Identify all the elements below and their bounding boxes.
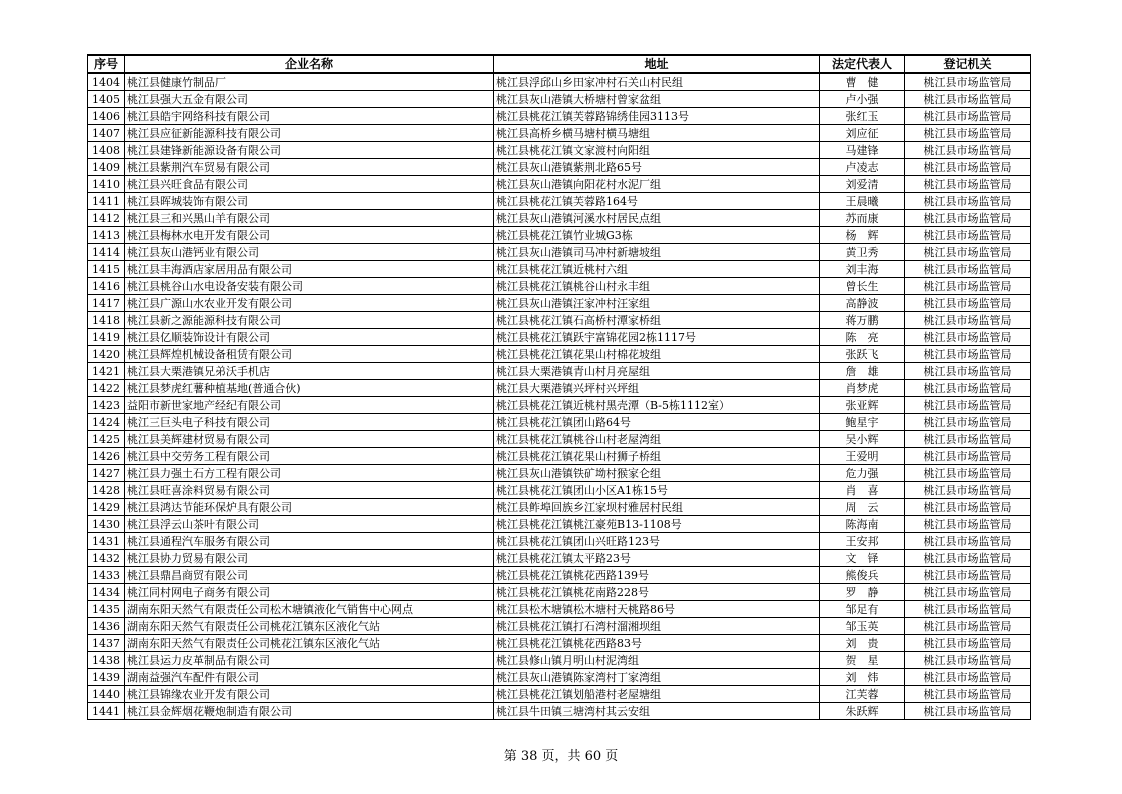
table-row: [88, 618, 1031, 635]
company-name-cell: 桃江县三和兴黑山羊有限公司: [125, 210, 494, 227]
address-cell: 桃江县桃花江镇团山小区A1栋15号: [494, 482, 820, 499]
registration-authority-cell: 桃江县市场监管局: [905, 533, 1031, 550]
legal-representative-cell: 陈 亮: [820, 329, 905, 346]
registry-sheet: [87, 54, 1030, 720]
address-cell: 桃江县高桥乡横马塘村横马塘组: [494, 125, 820, 142]
legal-representative-cell: 刘丰海: [820, 261, 905, 278]
registration-authority-cell: 桃江县市场监管局: [905, 652, 1031, 669]
table-row: [88, 499, 1031, 516]
legal-representative-cell: 朱跃辉: [820, 703, 905, 720]
table-row: [88, 601, 1031, 618]
legal-representative-cell: 邹足有: [820, 601, 905, 618]
serial-no-cell: 1421: [88, 363, 125, 380]
registration-authority-cell: 桃江县市场监管局: [905, 499, 1031, 516]
table-row: [88, 278, 1031, 295]
serial-no-cell: 1418: [88, 312, 125, 329]
legal-representative-cell: 刘应征: [820, 125, 905, 142]
address-cell: 桃江县桃花江镇桃江豪苑B13-1108号: [494, 516, 820, 533]
registration-authority-cell: 桃江县市场监管局: [905, 618, 1031, 635]
company-name-cell: 桃江县强大五金有限公司: [125, 91, 494, 108]
table-row: [88, 193, 1031, 210]
legal-representative-cell: 危力强: [820, 465, 905, 482]
company-name-cell: 湖南益强汽车配件有限公司: [125, 669, 494, 686]
registration-authority-cell: 桃江县市场监管局: [905, 567, 1031, 584]
company-name-cell: 桃江县通程汽车服务有限公司: [125, 533, 494, 550]
serial-no-cell: 1422: [88, 380, 125, 397]
address-cell: 桃江县大栗港镇青山村月亮屋组: [494, 363, 820, 380]
registration-authority-cell: 桃江县市场监管局: [905, 312, 1031, 329]
address-cell: 桃江县桃花江镇团山兴旺路123号: [494, 533, 820, 550]
registration-authority-cell: 桃江县市场监管局: [905, 125, 1031, 142]
legal-representative-cell: 刘 贵: [820, 635, 905, 652]
registration-authority-cell: 桃江县市场监管局: [905, 448, 1031, 465]
header-company-name: 企业名称: [125, 55, 494, 73]
registration-authority-cell: 桃江县市场监管局: [905, 703, 1031, 720]
company-name-cell: 桃江县亿顺装饰设计有限公司: [125, 329, 494, 346]
serial-no-cell: 1405: [88, 91, 125, 108]
address-cell: 桃江县桃花江镇花果山村棉花坡组: [494, 346, 820, 363]
serial-no-cell: 1413: [88, 227, 125, 244]
company-name-cell: 桃江县灰山港钙业有限公司: [125, 244, 494, 261]
table-row: [88, 142, 1031, 159]
table-row: [88, 584, 1031, 601]
serial-no-cell: 1434: [88, 584, 125, 601]
serial-no-cell: 1436: [88, 618, 125, 635]
legal-representative-cell: 肖 喜: [820, 482, 905, 499]
legal-representative-cell: 肖梦虎: [820, 380, 905, 397]
table-row: [88, 125, 1031, 142]
address-cell: 桃江县桃花江镇桃谷山村永丰组: [494, 278, 820, 295]
table-row: [88, 329, 1031, 346]
company-name-cell: 桃江县梅林水电开发有限公司: [125, 227, 494, 244]
registration-authority-cell: 桃江县市场监管局: [905, 176, 1031, 193]
address-cell: 桃江县桃花江镇近桃村黑壳潭（B-5栋1112室）: [494, 397, 820, 414]
address-cell: 桃江县大栗港镇兴坪村兴坪组: [494, 380, 820, 397]
company-name-cell: 桃江县鸿达节能环保炉具有限公司: [125, 499, 494, 516]
address-cell: 桃江县灰山港镇汪家冲村汪家组: [494, 295, 820, 312]
serial-no-cell: 1415: [88, 261, 125, 278]
address-cell: 桃江县修山镇月明山村泥湾组: [494, 652, 820, 669]
company-name-cell: 桃江县辉煌机械设备租赁有限公司: [125, 346, 494, 363]
table-row: [88, 686, 1031, 703]
registration-authority-cell: 桃江县市场监管局: [905, 686, 1031, 703]
registration-authority-cell: 桃江县市场监管局: [905, 295, 1031, 312]
address-cell: 桃江县浮邱山乡田家冲村石关山村民组: [494, 73, 820, 91]
table-row: [88, 652, 1031, 669]
legal-representative-cell: 王晨曦: [820, 193, 905, 210]
address-cell: 桃江县桃花江镇桃花南路228号: [494, 584, 820, 601]
registration-authority-cell: 桃江县市场监管局: [905, 601, 1031, 618]
serial-no-cell: 1425: [88, 431, 125, 448]
address-cell: 桃江县桃花江镇划船港村老屋塘组: [494, 686, 820, 703]
address-cell: 桃江县桃花江镇文家渡村向阳组: [494, 142, 820, 159]
registration-authority-cell: 桃江县市场监管局: [905, 108, 1031, 125]
address-cell: 桃江县桃花江镇桃花西路139号: [494, 567, 820, 584]
company-name-cell: 桃江县运力皮革制品有限公司: [125, 652, 494, 669]
header-address: 地址: [494, 55, 820, 73]
company-name-cell: 桃江县浮云山茶叶有限公司: [125, 516, 494, 533]
address-cell: 桃江县牛田镇三塘湾村其云安组: [494, 703, 820, 720]
legal-representative-cell: 江芙蓉: [820, 686, 905, 703]
company-name-cell: 湖南东阳天然气有限责任公司桃花江镇东区液化气站: [125, 635, 494, 652]
legal-representative-cell: 张红玉: [820, 108, 905, 125]
company-name-cell: 桃江县旺喜涂料贸易有限公司: [125, 482, 494, 499]
address-cell: 桃江县灰山港镇紫荆北路65号: [494, 159, 820, 176]
company-name-cell: 桃江县建锋新能源设备有限公司: [125, 142, 494, 159]
legal-representative-cell: 张亚辉: [820, 397, 905, 414]
header-legal-representative: 法定代表人: [820, 55, 905, 73]
table-row: [88, 244, 1031, 261]
address-cell: 桃江县桃花江镇芙蓉路锦绣佳园3113号: [494, 108, 820, 125]
company-name-cell: 桃江县大栗港镇兄弟沃手机店: [125, 363, 494, 380]
legal-representative-cell: 王爱明: [820, 448, 905, 465]
table-row: [88, 380, 1031, 397]
registration-authority-cell: 桃江县市场监管局: [905, 210, 1031, 227]
table-row: [88, 635, 1031, 652]
serial-no-cell: 1409: [88, 159, 125, 176]
company-name-cell: 桃江县健康竹制品厂: [125, 73, 494, 91]
table-row: [88, 176, 1031, 193]
legal-representative-cell: 杨 辉: [820, 227, 905, 244]
registration-authority-cell: 桃江县市场监管局: [905, 635, 1031, 652]
legal-representative-cell: 卢小强: [820, 91, 905, 108]
table-row: [88, 550, 1031, 567]
registration-authority-cell: 桃江县市场监管局: [905, 329, 1031, 346]
table-row: [88, 482, 1031, 499]
legal-representative-cell: 曹 健: [820, 73, 905, 91]
table-row: [88, 295, 1031, 312]
registration-authority-cell: 桃江县市场监管局: [905, 397, 1031, 414]
serial-no-cell: 1433: [88, 567, 125, 584]
address-cell: 桃江县桃花江镇团山路64号: [494, 414, 820, 431]
address-cell: 桃江县灰山港镇大桥塘村曾家盆组: [494, 91, 820, 108]
serial-no-cell: 1430: [88, 516, 125, 533]
table-row: [88, 533, 1031, 550]
enterprise-registry-table: [87, 54, 1031, 720]
company-name-cell: 桃江县锦缘农业开发有限公司: [125, 686, 494, 703]
legal-representative-cell: 熊俊兵: [820, 567, 905, 584]
company-name-cell: 桃江县美辉建材贸易有限公司: [125, 431, 494, 448]
address-cell: 桃江县鲊埠回族乡江家坝村雅居村民组: [494, 499, 820, 516]
company-name-cell: 桃江县丰海酒店家居用品有限公司: [125, 261, 494, 278]
serial-no-cell: 1423: [88, 397, 125, 414]
registration-authority-cell: 桃江县市场监管局: [905, 516, 1031, 533]
table-row: [88, 210, 1031, 227]
address-cell: 桃江县桃花江镇近桃村六组: [494, 261, 820, 278]
serial-no-cell: 1412: [88, 210, 125, 227]
legal-representative-cell: 卢凌志: [820, 159, 905, 176]
table-row: [88, 431, 1031, 448]
registration-authority-cell: 桃江县市场监管局: [905, 193, 1031, 210]
registration-authority-cell: 桃江县市场监管局: [905, 142, 1031, 159]
address-cell: 桃江县桃花江镇石高桥村潭家桥组: [494, 312, 820, 329]
legal-representative-cell: 邹玉英: [820, 618, 905, 635]
company-name-cell: 桃江县金辉烟花鞭炮制造有限公司: [125, 703, 494, 720]
company-name-cell: 湖南东阳天然气有限责任公司松木塘镇液化气销售中心网点: [125, 601, 494, 618]
company-name-cell: 桃江县皓宇网络科技有限公司: [125, 108, 494, 125]
company-name-cell: 桃江县梦虎红薯种植基地(普通合伙): [125, 380, 494, 397]
table-row: [88, 346, 1031, 363]
serial-no-cell: 1407: [88, 125, 125, 142]
table-row: [88, 312, 1031, 329]
legal-representative-cell: 黄卫秀: [820, 244, 905, 261]
legal-representative-cell: 张跃飞: [820, 346, 905, 363]
registration-authority-cell: 桃江县市场监管局: [905, 278, 1031, 295]
registration-authority-cell: 桃江县市场监管局: [905, 91, 1031, 108]
registration-authority-cell: 桃江县市场监管局: [905, 227, 1031, 244]
address-cell: 桃江县灰山港镇河溪水村居民点组: [494, 210, 820, 227]
serial-no-cell: 1420: [88, 346, 125, 363]
address-cell: 桃江县桃花江镇桃花西路83号: [494, 635, 820, 652]
serial-no-cell: 1427: [88, 465, 125, 482]
serial-no-cell: 1411: [88, 193, 125, 210]
company-name-cell: 桃江同村网电子商务有限公司: [125, 584, 494, 601]
company-name-cell: 桃江三巨头电子科技有限公司: [125, 414, 494, 431]
table-row: [88, 397, 1031, 414]
table-row: [88, 91, 1031, 108]
registration-authority-cell: 桃江县市场监管局: [905, 414, 1031, 431]
registration-authority-cell: 桃江县市场监管局: [905, 431, 1031, 448]
serial-no-cell: 1417: [88, 295, 125, 312]
company-name-cell: 桃江县紫荆汽车贸易有限公司: [125, 159, 494, 176]
serial-no-cell: 1410: [88, 176, 125, 193]
page-footer: 第 38 页，共 60 页: [503, 749, 619, 764]
address-cell: 桃江县桃花江镇花果山村狮子桥组: [494, 448, 820, 465]
company-name-cell: 益阳市新世家地产经纪有限公司: [125, 397, 494, 414]
serial-no-cell: 1408: [88, 142, 125, 159]
company-name-cell: 桃江县晖城装饰有限公司: [125, 193, 494, 210]
legal-representative-cell: 刘 炜: [820, 669, 905, 686]
registration-authority-cell: 桃江县市场监管局: [905, 73, 1031, 91]
serial-no-cell: 1429: [88, 499, 125, 516]
registration-authority-cell: 桃江县市场监管局: [905, 669, 1031, 686]
address-cell: 桃江县桃花江镇竹业城G3栋: [494, 227, 820, 244]
company-name-cell: 桃江县力强土石方工程有限公司: [125, 465, 494, 482]
table-row: [88, 363, 1031, 380]
legal-representative-cell: 陈海南: [820, 516, 905, 533]
company-name-cell: 桃江县兴旺食品有限公司: [125, 176, 494, 193]
address-cell: 桃江县桃花江镇太平路23号: [494, 550, 820, 567]
table-row: [88, 108, 1031, 125]
legal-representative-cell: 刘爱清: [820, 176, 905, 193]
company-name-cell: 桃江县桃谷山水电设备安装有限公司: [125, 278, 494, 295]
address-cell: 桃江县桃花江镇跃宇富锦花园2栋1117号: [494, 329, 820, 346]
registration-authority-cell: 桃江县市场监管局: [905, 482, 1031, 499]
table-row: [88, 261, 1031, 278]
table-header-row: [88, 55, 1031, 73]
legal-representative-cell: 吴小辉: [820, 431, 905, 448]
address-cell: 桃江县灰山港镇陈家湾村丁家湾组: [494, 669, 820, 686]
table-body: [88, 73, 1031, 720]
serial-no-cell: 1426: [88, 448, 125, 465]
legal-representative-cell: 王安邦: [820, 533, 905, 550]
table-row: [88, 227, 1031, 244]
address-cell: 桃江县灰山港镇铁矿坳村猴家仑组: [494, 465, 820, 482]
table-row: [88, 465, 1031, 482]
registration-authority-cell: 桃江县市场监管局: [905, 261, 1031, 278]
company-name-cell: 桃江县应征新能源科技有限公司: [125, 125, 494, 142]
company-name-cell: 桃江县鼎昌商贸有限公司: [125, 567, 494, 584]
legal-representative-cell: 文 铎: [820, 550, 905, 567]
header-serial-no: 序号: [88, 55, 125, 73]
serial-no-cell: 1441: [88, 703, 125, 720]
legal-representative-cell: 蒋万鹏: [820, 312, 905, 329]
table-row: [88, 448, 1031, 465]
table-row: [88, 567, 1031, 584]
table-row: [88, 73, 1031, 91]
legal-representative-cell: 曾长生: [820, 278, 905, 295]
registration-authority-cell: 桃江县市场监管局: [905, 363, 1031, 380]
registration-authority-cell: 桃江县市场监管局: [905, 465, 1031, 482]
legal-representative-cell: 苏而康: [820, 210, 905, 227]
serial-no-cell: 1428: [88, 482, 125, 499]
registration-authority-cell: 桃江县市场监管局: [905, 346, 1031, 363]
registration-authority-cell: 桃江县市场监管局: [905, 159, 1031, 176]
table-row: [88, 703, 1031, 720]
company-name-cell: 桃江县新之源能源科技有限公司: [125, 312, 494, 329]
serial-no-cell: 1431: [88, 533, 125, 550]
address-cell: 桃江县灰山港镇向阳花村水泥厂组: [494, 176, 820, 193]
legal-representative-cell: 马建锋: [820, 142, 905, 159]
serial-no-cell: 1416: [88, 278, 125, 295]
company-name-cell: 湖南东阳天然气有限责任公司桃花江镇东区液化气站: [125, 618, 494, 635]
registration-authority-cell: 桃江县市场监管局: [905, 550, 1031, 567]
address-cell: 桃江县桃花江镇芙蓉路164号: [494, 193, 820, 210]
serial-no-cell: 1435: [88, 601, 125, 618]
serial-no-cell: 1424: [88, 414, 125, 431]
registration-authority-cell: 桃江县市场监管局: [905, 584, 1031, 601]
table-row: [88, 159, 1031, 176]
address-cell: 桃江县松木塘镇松木塘村天桃路86号: [494, 601, 820, 618]
legal-representative-cell: 鲍星宇: [820, 414, 905, 431]
legal-representative-cell: 罗 静: [820, 584, 905, 601]
address-cell: 桃江县桃花江镇打石湾村溜湘坝组: [494, 618, 820, 635]
company-name-cell: 桃江县广源山水农业开发有限公司: [125, 295, 494, 312]
header-registration-authority: 登记机关: [905, 55, 1031, 73]
company-name-cell: 桃江县中交劳务工程有限公司: [125, 448, 494, 465]
table-row: [88, 669, 1031, 686]
table-row: [88, 414, 1031, 431]
serial-no-cell: 1406: [88, 108, 125, 125]
registration-authority-cell: 桃江县市场监管局: [905, 380, 1031, 397]
table-row: [88, 516, 1031, 533]
serial-no-cell: 1432: [88, 550, 125, 567]
serial-no-cell: 1404: [88, 73, 125, 91]
serial-no-cell: 1439: [88, 669, 125, 686]
address-cell: 桃江县桃花江镇桃谷山村老屋湾组: [494, 431, 820, 448]
legal-representative-cell: 高静波: [820, 295, 905, 312]
serial-no-cell: 1437: [88, 635, 125, 652]
legal-representative-cell: 詹 雄: [820, 363, 905, 380]
serial-no-cell: 1419: [88, 329, 125, 346]
legal-representative-cell: 周 云: [820, 499, 905, 516]
address-cell: 桃江县灰山港镇司马冲村新塘坡组: [494, 244, 820, 261]
registration-authority-cell: 桃江县市场监管局: [905, 244, 1031, 261]
serial-no-cell: 1414: [88, 244, 125, 261]
serial-no-cell: 1440: [88, 686, 125, 703]
serial-no-cell: 1438: [88, 652, 125, 669]
legal-representative-cell: 贺 星: [820, 652, 905, 669]
company-name-cell: 桃江县协力贸易有限公司: [125, 550, 494, 567]
